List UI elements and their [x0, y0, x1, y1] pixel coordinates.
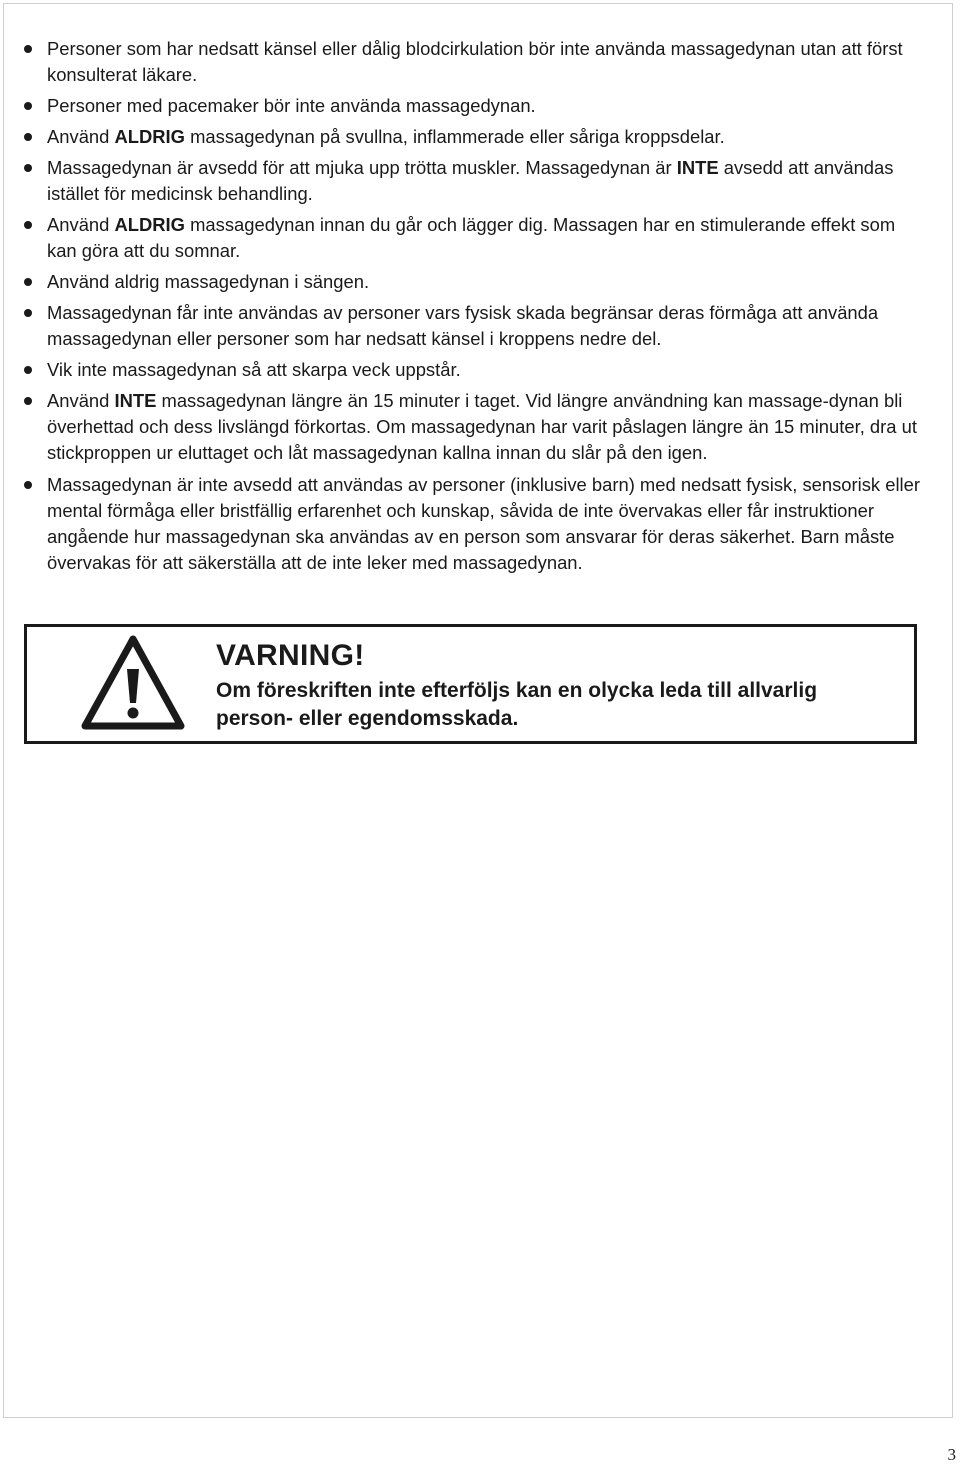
page-number: 3 [947, 1445, 956, 1464]
bullet-item [22, 388, 927, 466]
bullet-text: Personer med pacemaker bör inte använda massagedynan. [47, 95, 536, 116]
bullet-dot-icon [24, 481, 32, 489]
bullet-dot-icon [24, 278, 32, 286]
bullet-text: massagedynan på svullna, inflammerade eller såriga kroppsdelar. [184, 126, 725, 147]
bullet-dot-icon [24, 366, 32, 374]
bullet-emphasis: ALDRIG [114, 214, 185, 235]
bullet-text: Använd [47, 390, 115, 411]
bullet-item [22, 357, 927, 383]
bullet-dot-icon [24, 164, 32, 172]
bullet-dot-icon [24, 102, 32, 110]
safety-bullet-list [22, 36, 927, 582]
bullet-dot-icon [24, 45, 32, 53]
bullet-dot-icon [24, 309, 32, 317]
bullet-item [22, 155, 927, 207]
bullet-text: Massagedynan är avsedd för att mjuka upp trötta muskler. Massagedynan är [47, 157, 677, 178]
bullet-text: Massagedynan är inte avsedd att användas av personer (inklusive barn) med nedsatt fysisk, sensorisk eller mental förmåga eller bristfällig erfarenhet och kunskap, såvida de inte övervakas eller får instruktioner angående hur massagedynan ska användas av en person som ansvarar för deras säkerhet. Barn måste övervakas för att säkerställa att de inte leker med massagedynan. [47, 474, 920, 573]
bullet-item [22, 124, 927, 150]
bullet-dot-icon [24, 221, 32, 229]
bullet-item [22, 269, 927, 295]
warning-triangle-icon [79, 633, 187, 733]
bullet-item [22, 212, 927, 264]
bullet-text: Vik inte massagedynan så att skarpa veck uppstår. [47, 359, 461, 380]
bullet-text: Använd [47, 126, 115, 147]
bullet-item [22, 300, 927, 352]
warning-title: VARNING! [216, 639, 365, 672]
bullet-dot-icon [24, 133, 32, 141]
bullet-item [22, 472, 927, 576]
bullet-text: Använd [47, 214, 115, 235]
bullet-emphasis: INTE [114, 390, 157, 411]
bullet-item [22, 36, 927, 88]
bullet-item [22, 93, 927, 119]
bullet-text: massagedynan längre än 15 minuter i taget. Vid längre användning kan massage-dynan bli överhettad och dess livslängd förkortas. Om massagedynan har varit påslagen längre än 15 minuter, dra ut stickproppen ur eluttaget och låt massagedynan kallna innan du slår på den igen. [47, 390, 917, 463]
bullet-emphasis: INTE [676, 157, 719, 178]
bullet-text: avsedd att användas istället för medicinsk behandling. [47, 157, 894, 204]
warning-text: Om föreskriften inte efterföljs kan en olycka leda till allvarlig person- eller egendomsskada. [216, 679, 818, 730]
bullet-text: Massagedynan får inte användas av personer vars fysisk skada begränsar deras förmåga att använda massagedynan eller personer som har nedsatt känsel i kroppens nedre del. [47, 302, 879, 349]
warning-box [24, 624, 917, 744]
bullet-dot-icon [24, 397, 32, 405]
bullet-text: Personer som har nedsatt känsel eller dålig blodcirkulation bör inte använda massagedynan utan att först konsulterat läkare. [47, 38, 903, 85]
bullet-text: massagedynan innan du går och lägger dig. Massagen har en stimulerande effekt som kan göra att du somnar. [47, 214, 896, 261]
bullet-emphasis: ALDRIG [114, 126, 185, 147]
bullet-text: Använd aldrig massagedynan i sängen. [47, 271, 370, 292]
